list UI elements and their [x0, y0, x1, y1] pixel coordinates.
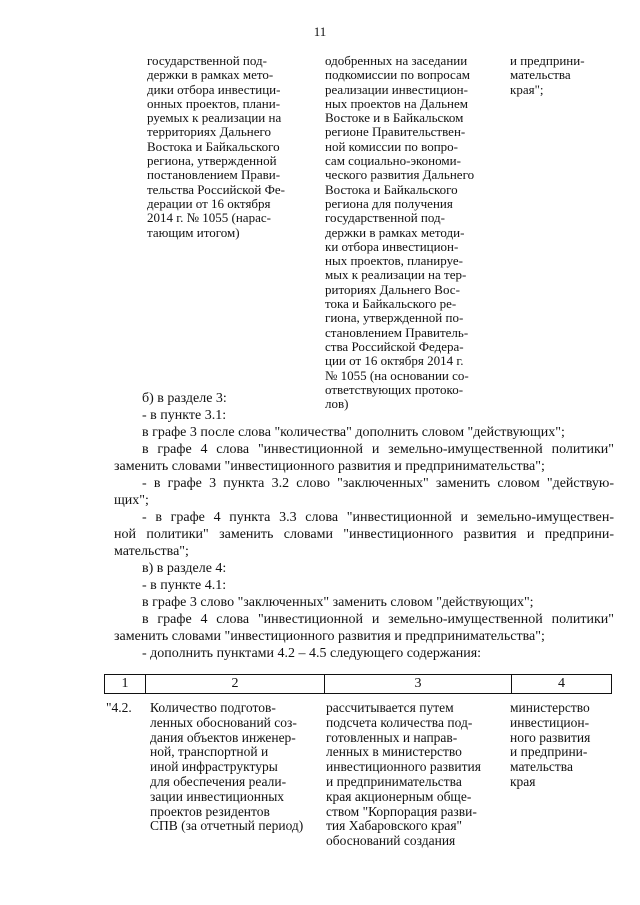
- text-line: рассчитывается путем: [326, 700, 454, 715]
- text-line: министерство: [510, 700, 590, 715]
- text-line: держки в рамках мето-: [147, 67, 274, 83]
- text-line: сам социально-экономи-: [325, 153, 461, 169]
- text-line: подсчета количества под-: [326, 714, 473, 730]
- paragraph-line: мательства";: [114, 544, 189, 559]
- text-line: Востоке и в Байкальском: [325, 110, 464, 126]
- new-row-column-3: [326, 701, 504, 849]
- text-line: ного развития: [510, 729, 591, 745]
- text-line: гиона, утвержденной по-: [325, 310, 464, 326]
- paragraph-line: - в графе 3 пункта 3.2 слово "заключенных" заменить словом "действую-: [142, 476, 614, 491]
- text-line: ленных в министерство: [326, 744, 462, 760]
- text-line: дания объектов инженер-: [150, 729, 296, 745]
- text-line: реализации инвестицион-: [325, 81, 468, 97]
- paragraph-line: в графе 4 слова "инвестиционной и земельно-имущественной политики": [142, 442, 614, 457]
- top-row-column-3: [325, 54, 495, 411]
- paragraph-line: заменить словами "инвестиционного развития и предпринимательства";: [114, 629, 545, 644]
- text-line: ки отбора инвестицион-: [325, 238, 459, 254]
- text-line: иной инфраструктуры: [150, 759, 278, 775]
- top-row-column-4: [510, 54, 610, 97]
- text-line: Востока и Байкальского: [325, 181, 458, 197]
- text-line: региона, утвержденной: [147, 153, 277, 169]
- text-line: ной комиссии по вопро-: [325, 138, 459, 154]
- text-line: края: [510, 773, 536, 789]
- text-line: проектов резидентов: [150, 803, 270, 819]
- new-row-column-2: [150, 701, 318, 834]
- paragraph-line: - в пункте 3.1:: [142, 408, 227, 423]
- paragraph-line: в графе 3 слово "заключенных" заменить словом "действующих";: [142, 595, 534, 610]
- text-line: ции от 16 октября 2014 г.: [325, 353, 464, 369]
- text-line: дики отбора инвестици-: [147, 81, 281, 97]
- header-cell-1: 1: [105, 675, 146, 694]
- paragraph-line: заменить словами "инвестиционного развития и предпринимательства";: [114, 459, 545, 474]
- text-line: Количество подготов-: [150, 700, 276, 715]
- text-line: и предпринимательства: [326, 773, 462, 789]
- paragraph-line: щих";: [114, 493, 149, 508]
- text-line: территориях Дальнего: [147, 124, 272, 140]
- text-line: ством "Корпорация разви-: [326, 803, 477, 819]
- text-line: мательства: [510, 759, 573, 775]
- text-line: ческого развития Дальнего: [325, 167, 475, 183]
- text-line: дерации от 16 октября: [147, 195, 271, 211]
- top-row-column-2: [147, 54, 307, 240]
- text-line: онных проектов, плани-: [147, 95, 281, 111]
- text-line: края акционерным обще-: [326, 788, 472, 804]
- header-cell-2: 2: [146, 675, 325, 694]
- text-line: ленных обоснований соз-: [150, 714, 297, 730]
- text-line: подкомиссии по вопросам: [325, 67, 470, 83]
- paragraph-line: в) в разделе 4:: [142, 561, 227, 576]
- text-line: ных проектов, планируе-: [325, 253, 464, 269]
- text-line: государственной под-: [147, 53, 267, 68]
- paragraph-line: - дополнить пунктами 4.2 – 4.5 следующего содержания:: [142, 646, 482, 661]
- text-line: зации инвестиционных: [150, 788, 285, 804]
- text-line: риториях Дальнего Вос-: [325, 281, 460, 297]
- paragraph-line: в графе 4 слова "инвестиционной и земельно-имущественной политики": [142, 612, 614, 627]
- text-line: ства Российской Федера-: [325, 338, 464, 354]
- text-line: руемых к реализации на: [147, 110, 282, 126]
- table-header: [104, 674, 612, 694]
- paragraph-line: - в графе 4 пункта 3.3 слова "инвестиционной и земельно-имуществен-: [142, 510, 614, 525]
- text-line: регионе Правительствен-: [325, 124, 466, 140]
- paragraph-line: - в пункте 4.1:: [142, 578, 227, 593]
- text-line: и предприни-: [510, 744, 588, 760]
- text-line: мых к реализации на тер-: [325, 267, 467, 283]
- text-line: становлением Правитель-: [325, 324, 469, 340]
- header-cell-3: 3: [325, 675, 512, 694]
- paragraph-line: б) в разделе 3:: [142, 391, 227, 406]
- text-line: ответствующих протоко-: [325, 381, 464, 397]
- text-line: обоснований создания: [326, 833, 456, 849]
- text-line: СПВ (за отчетный период): [150, 818, 304, 834]
- text-line: Востока и Байкальского: [147, 138, 280, 154]
- text-line: государственной под-: [325, 210, 445, 226]
- text-line: инвестиционного развития: [326, 759, 481, 775]
- text-line: региона для получения: [325, 195, 453, 211]
- paragraph-line: ной политики" заменить словами "инвестиционного развития и предприни-: [114, 527, 614, 542]
- text-line: постановлением Прави-: [147, 167, 281, 183]
- text-line: края";: [510, 81, 544, 97]
- text-line: и предприни-: [510, 53, 585, 68]
- text-line: готовленных и направ-: [326, 729, 458, 745]
- text-line: мательства: [510, 67, 571, 83]
- text-line: лов): [325, 396, 349, 412]
- paragraph-line: в графе 3 после слова "количества" дополнить словом "действующих";: [142, 425, 565, 440]
- text-line: тия Хабаровского края": [326, 818, 463, 834]
- text-line: ных проектов на Дальнем: [325, 95, 468, 111]
- page-number: 11: [313, 24, 327, 39]
- text-line: тельства Российской Фе-: [147, 181, 285, 197]
- text-line: № 1055 (на основании со-: [325, 367, 469, 383]
- text-line: тока и Байкальского ре-: [325, 296, 457, 312]
- text-line: инвестицион-: [510, 714, 590, 730]
- text-line: одобренных на заседании: [325, 53, 468, 68]
- new-row-column-4: [510, 701, 614, 790]
- text-line: тающим итогом): [147, 224, 240, 240]
- text-line: для обеспечения реали-: [150, 773, 287, 789]
- row-number: "4.2.: [106, 700, 132, 715]
- text-line: ной, транспортной и: [150, 744, 269, 760]
- text-line: 2014 г. № 1055 (нарас-: [147, 210, 271, 226]
- amendment-text: [114, 390, 614, 662]
- header-cell-4: 4: [512, 675, 612, 694]
- text-line: держки в рамках методи-: [325, 224, 465, 240]
